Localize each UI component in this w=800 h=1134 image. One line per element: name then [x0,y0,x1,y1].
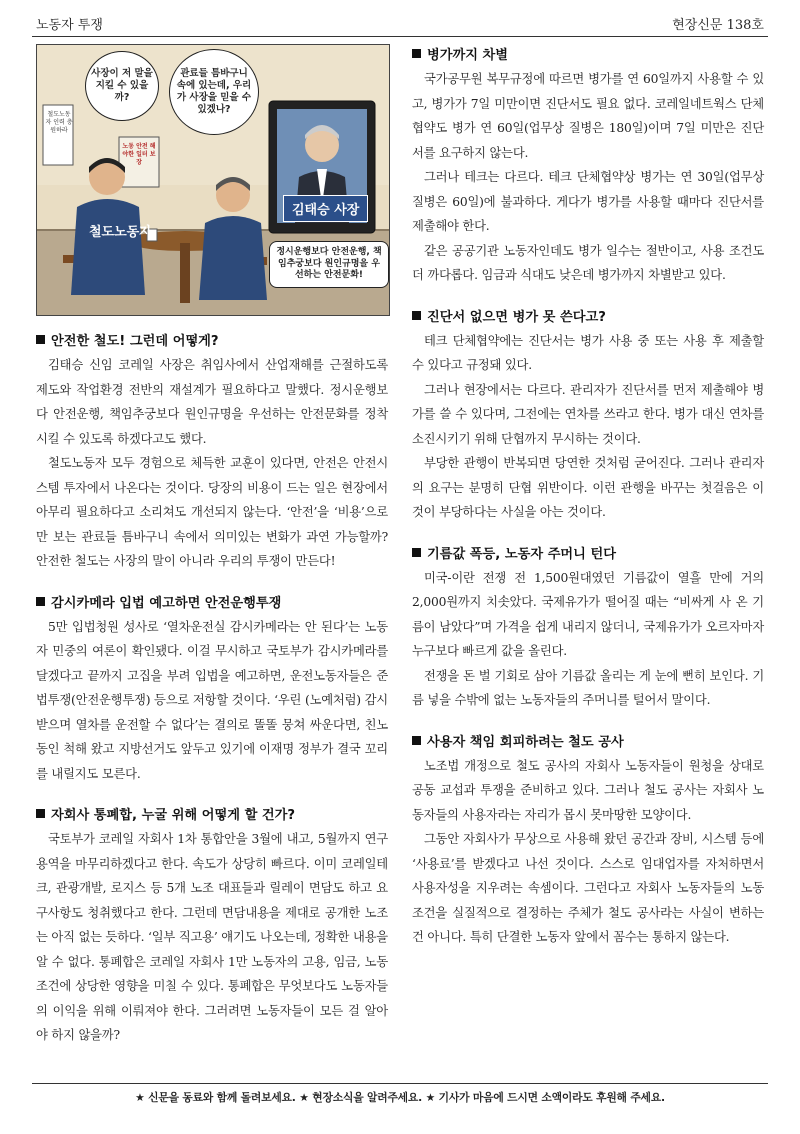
footer-notice: ★ 신문을 동료와 함께 돌려보세요. ★ 현장소식을 알려주세요. ★ 기사가 마음에 드시면 소액이라도 후원해 주세요. [135,1091,665,1104]
header-issue-number: 현장신문 138호 [672,18,764,33]
article-paragraph: 같은 공공기관 노동자인데도 병가 일수는 절반이고, 사용 조건도 더 까다롭다. 임금과 식대도 낮은데 병가까지 차별받고 있다. [412,243,764,282]
wall-poster-left: 철도노동자 인력 충원하라 [45,111,73,134]
article-paragraph: 철도노동자 모두 경험으로 체득한 교훈이 있다면, 안전은 안전시스템 투자에서 나온다는 것이다. 당장의 비용이 드는 일은 현장에서 아무리 필요하다고 소리쳐도 개선되지 않는다. ‘안전’을 ‘비용’으로만 보는 관료들 틈바구니 속에서 의미있는 변화가 과연 가능할까? 안전한 철도는 사장의 말이 아니라 우리의 투쟁이 만든다! [36,456,388,568]
speech-bubble-left: 사장이 저 말을 지킬 수 있을까? [85,51,159,121]
article-title: 진단서 없으면 병가 못 쓴다고? [412,306,764,325]
article-paragraph: 김태승 신임 코레일 사장은 취임사에서 산업재해를 근절하도록 제도와 작업환경 전반의 재설계가 필요하다고 말했다. 정시운행보다 안전운행, 책임추궁보다 원인규명을 우선하는 안전문화를 정착시킬 수 있도록 하겠다고도 했다. [36,358,388,446]
cartoon-illustration [36,44,390,316]
right-column [412,44,764,968]
article-paragraph: 그러나 현장에서는 다르다. 관리자가 진단서를 먼저 제출해야 병가를 쓸 수 있다며, 그전에는 연차를 쓰라고 한다. 병가 대신 연차를 소진시키기 위해 단협까지 무시하는 것이다. [412,382,764,446]
square-bullet-icon [36,809,45,818]
article-surveillance-camera [36,592,388,787]
article-title: 사용자 책임 회피하려는 철도 공사 [412,731,764,750]
article-medical-certificate [412,306,764,525]
header-rule [32,36,768,37]
article-paragraph: 부당한 관행이 반복되면 당연한 것처럼 굳어진다. 그러나 관리자의 요구는 분명히 단협 위반이다. 이런 관행을 바꾸는 첫걸음은 이것이 부당하다는 사실을 아는 것이다. [412,456,764,519]
article-title: 기름값 폭등, 노동자 주머니 턴다 [412,543,764,562]
square-bullet-icon [412,49,421,58]
tv-caption-box: 정시운행보다 안전운행, 책임추궁보다 원인규명을 우선하는 안전문화! [269,241,389,288]
wall-poster-middle: 노동 안전 해야한 일터 보장 [122,143,156,166]
vest-label: 철도노동자 [89,225,152,240]
article-safe-railway [36,330,388,574]
article-paragraph: 테크 단체협약에는 진단서는 병가 사용 중 또는 사용 후 제출할 수 있다고 규정돼 있다. [412,333,764,372]
article-employer-responsibility [412,731,764,950]
article-sick-leave-discrimination [412,44,764,288]
article-paragraph: 그러나 테크는 다르다. 테크 단체협약상 병가는 연 30일(업무상 질병은 60일)에 불과하다. 게다가 병가를 사용할 때마다 진단서를 제출해야 한다. [412,170,764,233]
square-bullet-icon [412,548,421,557]
article-subsidiary-merger [36,804,388,1048]
square-bullet-icon [412,736,421,745]
article-fuel-prices [412,543,764,713]
square-bullet-icon [36,335,45,344]
article-paragraph: 미국-이란 전쟁 전 1,500원대였던 기름값이 열흘 만에 거의 2,000원까지 치솟았다. 국제유가가 떨어질 때는 “비싸게 사 온 기름이 남았다”며 가격을 쉽게 내리지 않더니, 국제유가가 오르자마자 누구보다 빠르게 값을 올린다. [412,570,764,658]
speech-bubble-middle: 관료들 틈바구니 속에 있는데, 우리가 사장을 믿을 수 있겠나? [169,49,259,135]
footer-rule [32,1083,768,1084]
square-bullet-icon [412,311,421,320]
square-bullet-icon [36,597,45,606]
article-title: 자회사 통폐합, 누굴 위해 어떻게 할 건가? [36,804,388,823]
left-column [36,44,388,1066]
article-title: 감시카메라 입법 예고하면 안전운행투쟁 [36,592,388,611]
article-paragraph: 국가공무원 복무규정에 따르면 병가를 연 60일까지 사용할 수 있고, 병가가 7일 미만이면 진단서도 필요 없다. 코레일네트웍스 단체협약도 병가 연 60일(업무상 질병은 180일)이며 7일 미만은 진단서를 요구하지 않는다. [412,72,764,160]
tv-name-label: 김태승 사장 [283,195,368,222]
article-paragraph: 노조법 개정으로 철도 공사의 자회사 노동자들이 원청을 상대로 공동 교섭과 투쟁을 준비하고 있다. 그러나 철도 공사는 자회사 노동자들의 사용자라는 자리가 몹시 못마땅한 모양이다. [412,758,764,822]
header-section-name: 노동자 투쟁 [36,18,103,33]
article-paragraph: 전쟁을 돈 벌 기회로 삼아 기름값 올리는 게 눈에 뻔히 보인다. 기름 넣을 수밖에 없는 노동자들의 주머니를 털어서 말이다. [412,668,764,707]
article-paragraph: 그동안 자회사가 무상으로 사용해 왔던 공간과 장비, 시스템 등에 ‘사용료’를 받겠다고 나선 것이다. 스스로 임대업자를 자처하면서 사용자성을 지우려는 속셈이다. 그런다고 자회사 노동자들의 노동조건을 실질적으로 결정하는 주체가 철도 공사라는 사실이 변하는 건 아니다. 특히 단결한 노동자 앞에서 꼼수는 통하지 않는다. [412,832,764,944]
article-paragraph: 국토부가 코레일 자회사 1차 통합안을 3월에 내고, 5월까지 연구용역을 마무리하겠다고 한다. 속도가 상당히 빠르다. 이미 코레일테크, 관광개발, 로지스 등 5개 노조 대표들과 릴레이 면담도 하고 요구사항도 청취했다고 한다. 그런데 면담내용을 제대로 공개한 노조는 아직 없는 듯하다. ‘일부 직고용’ 얘기도 나오는데, 정확한 내용을 알 수 없다. 통폐합은 코레일 자회사 1만 노동자의 고용, 임금, 노동조건에 상당한 영향을 미칠 수 있다. 통폐합은 무엇보다도 노동자들의 이익을 위해 이뤄져야 한다. 그러려면 노동자들이 모든 걸 알아야 하지 않을까? [36,832,388,1042]
article-title: 안전한 철도! 그런데 어떻게? [36,330,388,349]
article-paragraph: 5만 입법청원 성사로 ‘열차운전실 감시카메라는 안 된다’는 노동자 민중의 여론이 확인됐다. 이걸 무시하고 국토부가 감시카메라를 달겠다고 끝까지 고집을 부려 입법을 예고하면, 운전노동자들은 준법투쟁(안전운행투쟁) 등으로 저항할 것이다. ‘우린 (노예처럼) 감시받으며 열차를 운전할 수 없다’는 결의로 똘똘 뭉쳐 싸운다면, 친노동인 척해 왔고 지방선거도 앞두고 있기에 이재명 정부가 결국 꼬리를 내릴지도 모른다. [36,619,388,781]
article-title: 병가까지 차별 [412,44,764,63]
